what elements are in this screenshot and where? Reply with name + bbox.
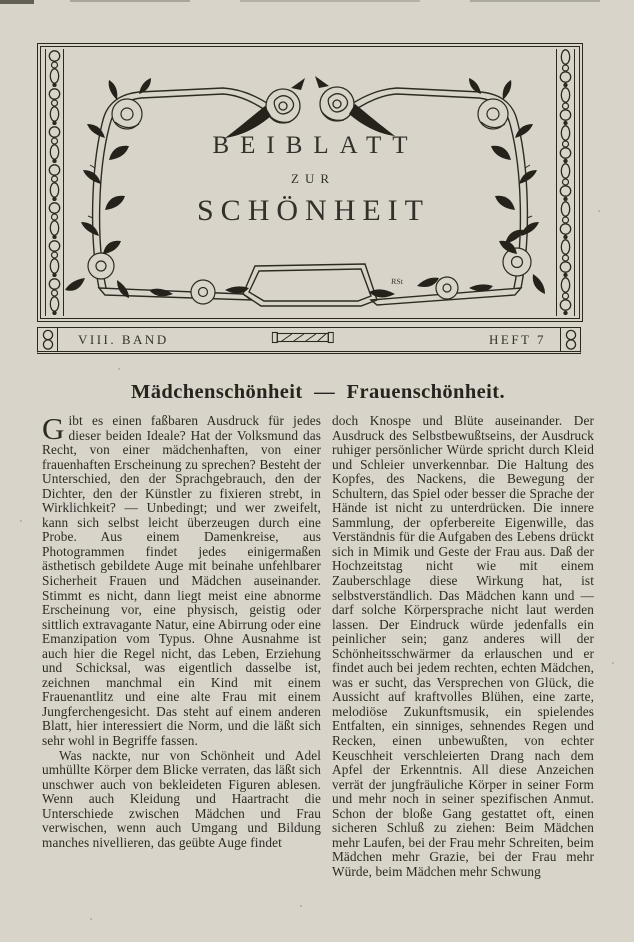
volume-label: VIII. BAND	[78, 331, 169, 347]
masthead-frame	[37, 43, 583, 322]
chain-pattern-icon	[46, 49, 63, 316]
paragraph-1	[42, 411, 321, 749]
drop-cap: G	[42, 411, 65, 446]
band-center-ornament	[272, 331, 334, 349]
chain-ornament-right	[556, 49, 575, 316]
double-ring-icon	[565, 329, 577, 351]
journal-title-line2: ZUR	[291, 171, 335, 186]
scan-artifact	[0, 0, 34, 4]
paper-speck	[300, 905, 302, 907]
article	[42, 381, 594, 880]
article-title: Mädchenschönheit — Frauenschönheit.	[131, 381, 505, 403]
article-column-right	[332, 414, 594, 880]
article-columns	[42, 411, 594, 880]
scan-artifact	[470, 0, 600, 2]
paper-speck	[118, 368, 120, 370]
article-column-left	[42, 411, 321, 880]
chain-ornament-left	[45, 49, 64, 316]
band-ornament-right	[560, 328, 580, 351]
artist-monogram: RSt	[390, 277, 404, 286]
issue-label: HEFT 7	[488, 331, 546, 347]
band-ornament-left	[38, 328, 58, 351]
scan-artifact	[240, 0, 420, 2]
double-ring-icon	[42, 329, 54, 351]
paragraph-2: Was nackte, nur von Schönheit und Adel umhüllte Körper dem Blicke verraten, das läßt sich unschwer auch von bekleideten Figuren ablesen. Wenn auch Kleidung und Haartracht die Unterschiede zwischen Mädchen und Frau verwischen, wenn auch Umgang und Bildung manches nivellieren, das geübte Auge findet	[42, 747, 321, 850]
hatched-bar-icon	[272, 331, 334, 344]
journal-title	[98, 132, 522, 228]
journal-title-line3: SCHÖNHEIT	[197, 194, 430, 227]
paper-speck	[598, 210, 600, 212]
paper-speck	[90, 918, 92, 920]
paper-speck	[20, 520, 22, 522]
chain-pattern-icon	[557, 49, 574, 316]
paragraph-1-text: ibt es einen faßbaren Ausdruck für jedes dieser beiden Ideale? Hat der Volksmund das Recht, von einer mädchenhaften, von einer frauenhaften Erscheinung zu sprechen? Besteht der Unterschied, den der Sprachgebrauch, den der Dichter, den der Künstler zu fixieren strebt, in Wirklichkeit? — Unbedingt; und wer zweifelt, kann sich selbst leicht überzeugen durch eine Probe. Aus einem Damenkreise, aus Photogrammen findet jedes einigermaßen ästhetisch gebildete Auge mit beinahe unfehlbarer Sicherheit Frauen und Mädchen auseinander. Stimmt es nicht, dann liegt meist eine abnorme Erscheinung vor, eine physisch, geistig oder sittlich extravagante Natur, eine Abirrung oder eine Emanzipation vom Typus. Ohne Ausnahme ist auch hier die Regel nicht, das Leben, Erziehung und Schicksal, was eigentlich dasselbe ist, zeichnen manchmal ein Kind mit einem Frauenantlitz und eine alte Frau mit einem Jungferchengesicht. Das steht auf einem anderen Blatt, hier interessiert die Norm, und die läßt sich sehr wohl in Begriffe fassen.	[42, 413, 321, 749]
scan-artifact	[70, 0, 190, 2]
paper-speck	[612, 662, 614, 664]
journal-title-line1: BEIBLATT	[212, 132, 419, 159]
paragraph-3: doch Knospe und Blüte auseinander. Der Ausdruck des Selbstbewußtseins, der Ausdruck ruhiger persönlicher Würde spricht durch Kleid und Schleier unverkennbar. Die Haltung des Kopfes, des Nackens, die Bewegung der Schultern, das Spiel oder besser die Sprache der Hände ist nicht zu unterdrücken. Die innere Sammlung, der opferbereite Eigenwille, das Verständnis für die Aufgaben des Lebens drückt sich in Mimik und Geste der Frau aus. Daß der Hochzeitstag nicht wie mit einem Zauberschlage diese Wirkung hat, ist selbstverständlich. Das Mädchen kann und — darf solche Körpersprache nicht laut werden lassen. Der Eindruck würde jedenfalls ein peinlicher sein; ganz anderes will der Schönheitsschwärmer da erlauschen und er findet auch bei jedem rechten, echten Mädchen, was er sucht, das Versprechen von Glück, die Aussicht auf kraftvolles Blühen, eine zarte, melodiöse Zukunftsmusik, ein spielendes Entfalten, ein sinniges, sehnendes Regen und Recken, einen unbewußten, von echter Keuschheit verschleierten Drang nach dem Apfel der Erkenntnis. All diese Anzeichen verrät der jungfräuliche Körper in seiner Form und mehr noch in seiner spezifischen Anmut. Schon der bloße Gang gestattet oft, einen sicheren Schluß zu ziehen: Beim Mädchen mehr Laufen, bei der Frau mehr Schreiten, beim Mädchen mehr Grazie, bei der Frau mehr Würde, beim Mädchen mehr Schwung	[332, 413, 594, 879]
volume-issue-band	[37, 327, 581, 354]
